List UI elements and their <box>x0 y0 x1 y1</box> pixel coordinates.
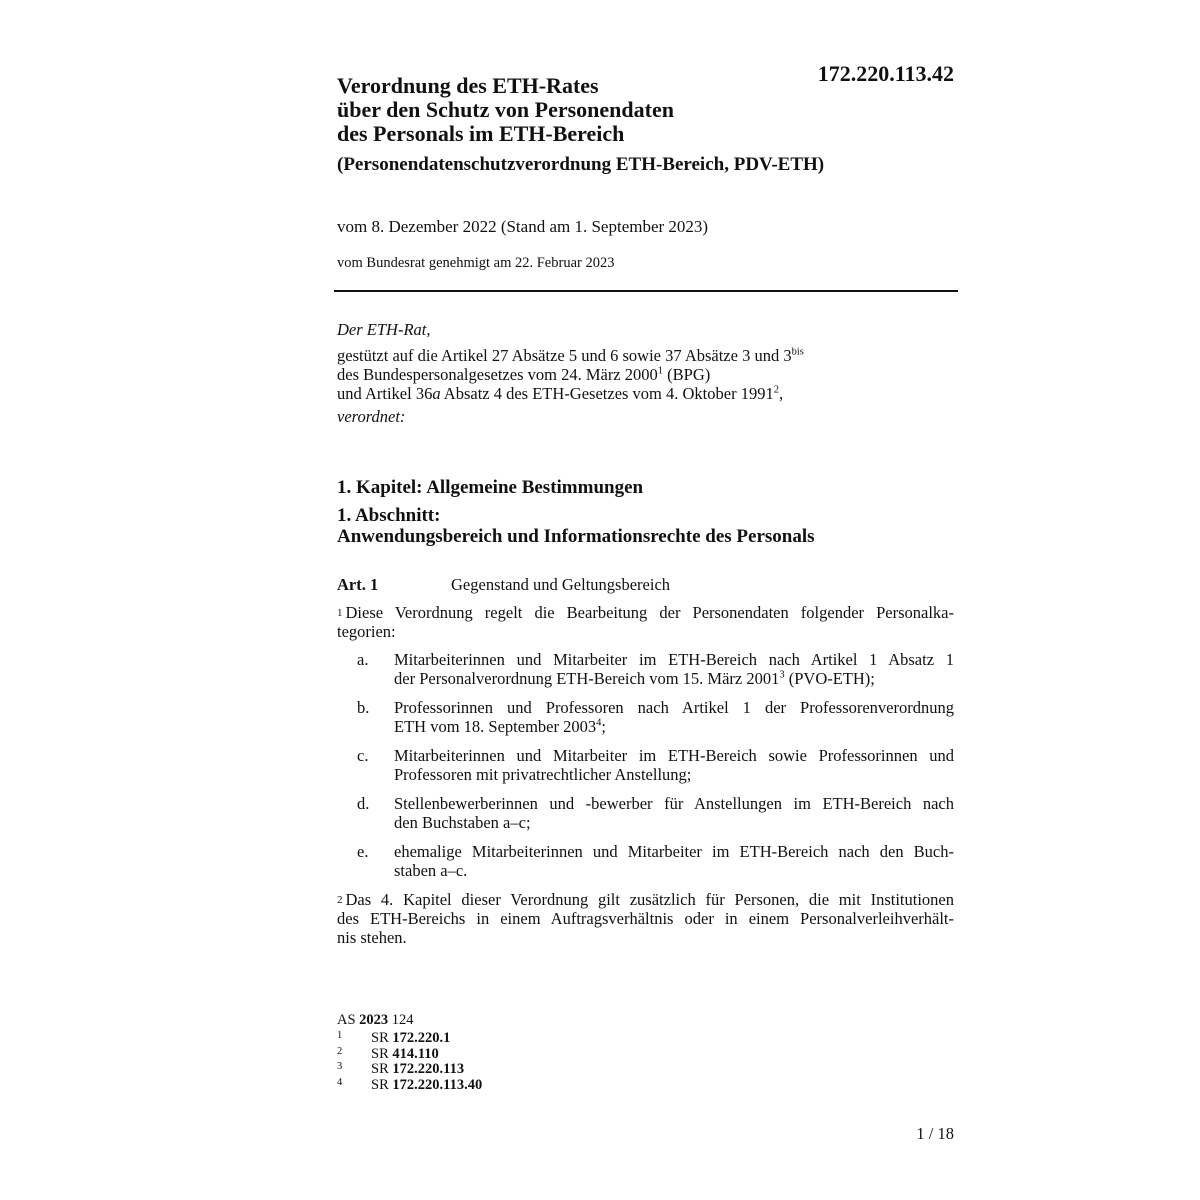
as-page: 124 <box>391 1012 414 1028</box>
footnote-link[interactable]: 414.110 <box>392 1045 439 1062</box>
header-divider <box>334 290 958 292</box>
preamble-basis-line <box>337 346 957 365</box>
section-heading-line: Anwendungsbereich und Informationsrechte des Personals <box>337 526 815 547</box>
footnote-prefix: SR <box>371 1076 389 1093</box>
title-line: über den Schutz von Personendaten <box>337 97 674 122</box>
article-body <box>337 603 954 947</box>
sr-number: 172.220.113.42 <box>817 61 954 86</box>
article-heading <box>337 575 670 595</box>
paragraph-1 <box>337 603 954 641</box>
list-item-line-tail: ; <box>601 717 606 736</box>
subtitle: (Personendatenschutzverordnung ETH-Bereich, PDV-ETH) <box>337 154 825 175</box>
list-item-text <box>394 698 954 736</box>
list-item-text <box>394 842 954 880</box>
footnote-item <box>337 1078 482 1094</box>
footnote-marker[interactable]: 2 <box>773 384 779 396</box>
preamble-text: Absatz 4 des ETH-Gesetzes vom 4. Oktober 1991 <box>440 384 774 403</box>
footnote-number: 3 <box>337 1061 343 1072</box>
as-prefix: AS <box>337 1012 356 1028</box>
list-item <box>337 650 954 688</box>
paragraph-line <box>337 890 954 909</box>
paragraph-text: Das 4. Kapitel dieser Verordnung gilt zusätzlich für Personen, die mit Institutionen <box>345 890 954 909</box>
preamble-intro: Der ETH-Rat, <box>337 320 431 339</box>
preamble-text: gestützt auf die Artikel 27 Absätze 5 und 6 sowie 37 Absätze 3 und 3 <box>337 346 792 365</box>
footnote-marker[interactable]: 3 <box>779 669 785 681</box>
list-item-line-tail: (PVO-ETH); <box>784 669 875 688</box>
article-title: Gegenstand und Geltungsbereich <box>451 575 671 594</box>
list-item-line: Mitarbeiterinnen und Mitarbeiter im ETH-Bereich sowie Professorinnen und <box>394 746 954 765</box>
list-item-text <box>394 650 954 688</box>
footnote-link[interactable]: 172.220.113 <box>392 1061 465 1077</box>
approval-line: vom Bundesrat genehmigt am 22. Februar 2023 <box>337 255 615 271</box>
preamble-text: , <box>778 384 784 403</box>
superscript: bis <box>791 346 804 358</box>
list-item <box>337 794 954 832</box>
list-item-line: staben a–c. <box>394 861 468 880</box>
category-list <box>337 650 954 880</box>
preamble-basis <box>337 346 957 403</box>
footnote-link[interactable]: 172.220.1 <box>392 1030 451 1046</box>
list-item-line-text: ETH vom 18. September 2003 <box>394 717 597 736</box>
preamble-basis-line <box>337 384 957 403</box>
footnote-prefix: SR <box>371 1030 389 1046</box>
paragraph-line: tegorien: <box>337 622 396 641</box>
list-item-line: Stellenbewerberinnen und -bewerber für Anstellungen im ETH-Bereich nach <box>394 794 954 813</box>
paragraph-number: 1 <box>337 607 343 619</box>
preamble-text: und Artikel 36 <box>337 384 433 403</box>
footnote-link[interactable]: 172.220.113.40 <box>392 1076 483 1093</box>
list-item-line: Mitarbeiterinnen und Mitarbeiter im ETH-Bereich nach Artikel 1 Absatz 1 <box>394 650 954 669</box>
list-item-line: ehemalige Mitarbeiterinnen und Mitarbeiter im ETH-Bereich nach den Buch- <box>394 842 954 861</box>
list-item-letter: b. <box>357 698 370 717</box>
preamble-text: (BPG) <box>663 365 711 384</box>
paragraph-text: Diese Verordnung regelt die Bearbeitung der Personendaten folgender Personalka- <box>345 603 954 622</box>
article-number: Art. 1 <box>337 575 379 594</box>
title-line: des Personals im ETH-Bereich <box>337 121 625 146</box>
footnote-marker[interactable]: 1 <box>657 365 664 377</box>
footnote-marker[interactable]: 4 <box>596 717 602 729</box>
paragraph-number: 2 <box>337 894 343 906</box>
list-item <box>337 842 954 880</box>
list-item-line <box>394 717 954 736</box>
footnote-number: 1 <box>337 1030 343 1041</box>
footnote-number: 2 <box>337 1045 343 1057</box>
list-item-line: den Buchstaben a–c; <box>394 813 531 832</box>
preamble-text: des Bundespersonalgesetzes vom 24. März 2000 <box>337 365 658 384</box>
chapter-heading: 1. Kapitel: Allgemeine Bestimmungen <box>337 477 644 498</box>
title-block <box>337 74 897 176</box>
preamble <box>337 320 957 427</box>
page-number: 1 / 18 <box>916 1124 954 1143</box>
as-year: 2023 <box>359 1012 389 1028</box>
paragraph-2 <box>337 890 954 947</box>
list-item-line-text: der Personalverordnung ETH-Bereich vom 15. März 2001 <box>394 669 780 688</box>
list-item-letter: a. <box>357 650 369 669</box>
section-heading-line: 1. Abschnitt: <box>337 505 441 526</box>
paragraph-line: nis stehen. <box>337 928 407 947</box>
list-item-text <box>394 746 954 784</box>
section-heading <box>337 505 815 547</box>
preamble-closing: verordnet: <box>337 407 406 426</box>
footnotes <box>337 1011 482 1093</box>
list-item-line: Professoren mit privatrechtlicher Anstellung; <box>394 765 692 784</box>
list-item-line <box>394 669 954 688</box>
list-item <box>337 746 954 784</box>
list-item-text <box>394 794 954 832</box>
list-item-letter: c. <box>357 746 369 765</box>
list-item-letter: d. <box>357 794 370 813</box>
title-line: Verordnung des ETH-Rates <box>337 73 599 98</box>
paragraph-line <box>337 603 954 622</box>
preamble-italic: a <box>432 384 441 403</box>
footnote-number: 4 <box>337 1076 343 1088</box>
footnote-prefix: SR <box>371 1061 389 1077</box>
list-item-letter: e. <box>357 842 369 861</box>
footnote-prefix: SR <box>371 1045 389 1062</box>
paragraph-line: des ETH-Bereichs in einem Auftragsverhältnis oder in einem Personalverleihverhält- <box>337 909 954 928</box>
date-line: vom 8. Dezember 2022 (Stand am 1. September 2023) <box>337 217 709 236</box>
list-item-line: Professorinnen und Professoren nach Artikel 1 der Professorenverordnung <box>394 698 954 717</box>
list-item <box>337 698 954 736</box>
preamble-basis-line <box>337 365 957 384</box>
